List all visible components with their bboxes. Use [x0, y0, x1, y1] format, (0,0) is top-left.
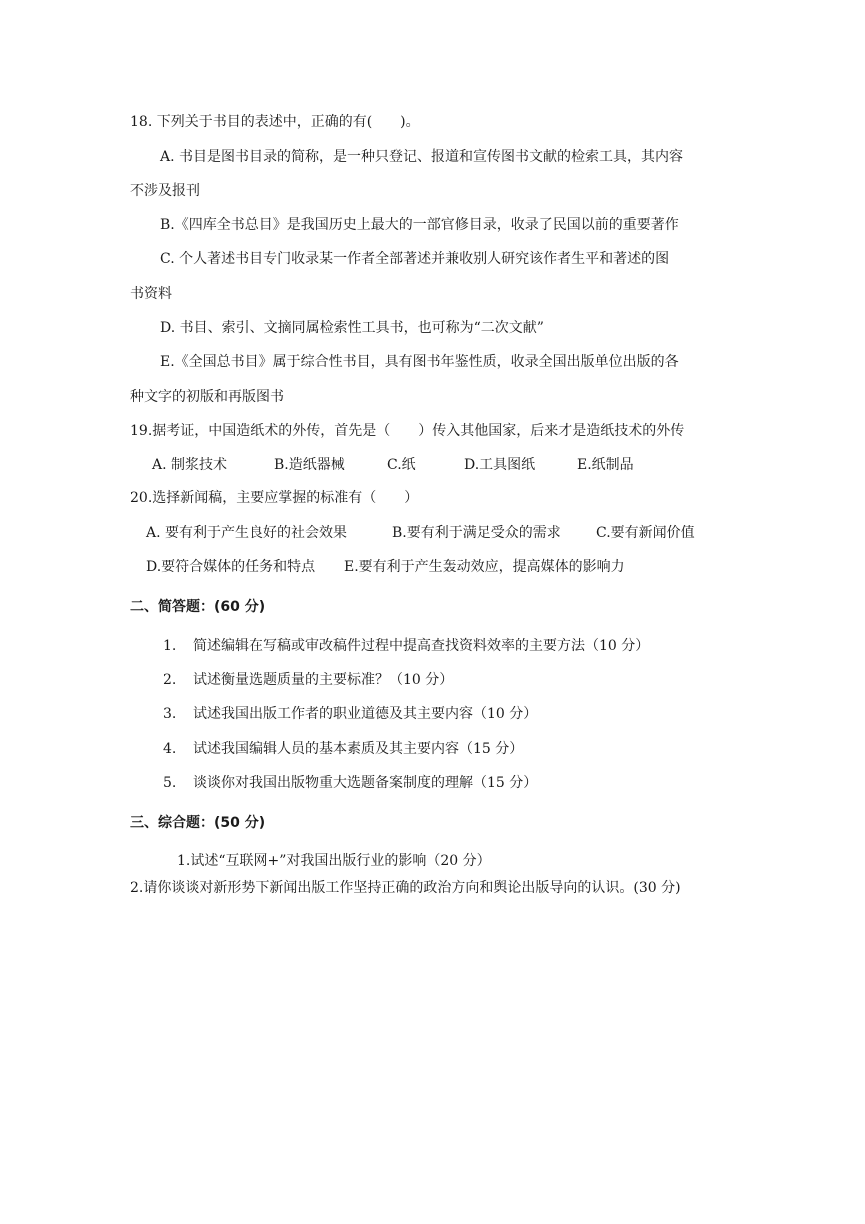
- q18-option-c-line2: 书资料: [130, 286, 172, 302]
- q18-option-e-line1: E.《全国总书目》属于综合性书目，具有图书年鉴性质，收录全国出版单位出版的各: [160, 354, 679, 370]
- q20-option-d: D.要符合媒体的任务和特点: [146, 559, 316, 575]
- section2-item-5: 5. 谈谈你对我国出版物重大选题备案制度的理解（15 分）: [163, 775, 538, 791]
- section2-item-4: 4. 试述我国编辑人员的基本素质及其主要内容（15 分）: [163, 741, 524, 757]
- q19-option-d: D.工具图纸: [464, 457, 536, 473]
- q18-option-e-line2: 种文字的初版和再版图书: [130, 389, 284, 405]
- section2-title: 二、简答题：(60 分): [130, 599, 266, 615]
- q19-option-c: C.纸: [387, 457, 416, 473]
- q18-option-a-line2: 不涉及报刊: [130, 183, 200, 199]
- q19-options: [152, 456, 634, 474]
- q18-stem: 18. 下列关于书目的表述中，正确的有( )。: [130, 114, 420, 130]
- q20-option-b: B.要有利于满足受众的需求: [392, 525, 561, 541]
- q18-option-b: B.《四库全书总目》是我国历史上最大的一部官修目录，收录了民国以前的重要著作: [160, 217, 679, 233]
- q18-option-d: D. 书目、索引、文摘同属检索性工具书，也可称为“二次文献”: [160, 320, 544, 336]
- q20-option-e: E.要有利于产生轰动效应，提高媒体的影响力: [344, 559, 625, 575]
- q20-option-c: C.要有新闻价值: [596, 525, 695, 541]
- q20-option-a: A. 要有利于产生良好的社会效果: [146, 525, 348, 541]
- q19-option-e: E.纸制品: [577, 457, 634, 473]
- q20-stem: 20.选择新闻稿，主要应掌握的标准有（ ）: [130, 490, 419, 506]
- q18-option-c-line1: C. 个人著述书目专门收录某一作者全部著述并兼收别人研究该作者生平和著述的图: [160, 251, 670, 267]
- q19-stem: 19.据考证，中国造纸术的外传，首先是（ ）传入其他国家，后来才是造纸技术的外传: [130, 423, 685, 439]
- section3-item-2: 2.请你谈谈对新形势下新闻出版工作坚持正确的政治方向和舆论出版导向的认识。(30 分): [130, 880, 681, 896]
- section3-item-1: 1.试述“互联网+”对我国出版行业的影响（20 分）: [177, 853, 491, 869]
- q19-option-b: B.造纸器械: [274, 457, 345, 473]
- section3-title: 三、综合题：(50 分): [130, 815, 266, 831]
- section2-item-3: 3. 试述我国出版工作者的职业道德及其主要内容（10 分）: [163, 706, 538, 722]
- q20-options-row2: [146, 558, 625, 576]
- q19-option-a: A. 制浆技术: [152, 457, 228, 473]
- q20-options-row1: [146, 524, 695, 542]
- section2-item-1: 1. 简述编辑在写稿或审改稿件过程中提高查找资料效率的主要方法（10 分）: [163, 638, 650, 654]
- q18-option-a-line1: A. 书目是图书目录的简称，是一种只登记、报道和宣传图书文献的检索工具，其内容: [160, 149, 684, 165]
- section2-item-2: 2. 试述衡量选题质量的主要标准？（10 分）: [163, 672, 454, 688]
